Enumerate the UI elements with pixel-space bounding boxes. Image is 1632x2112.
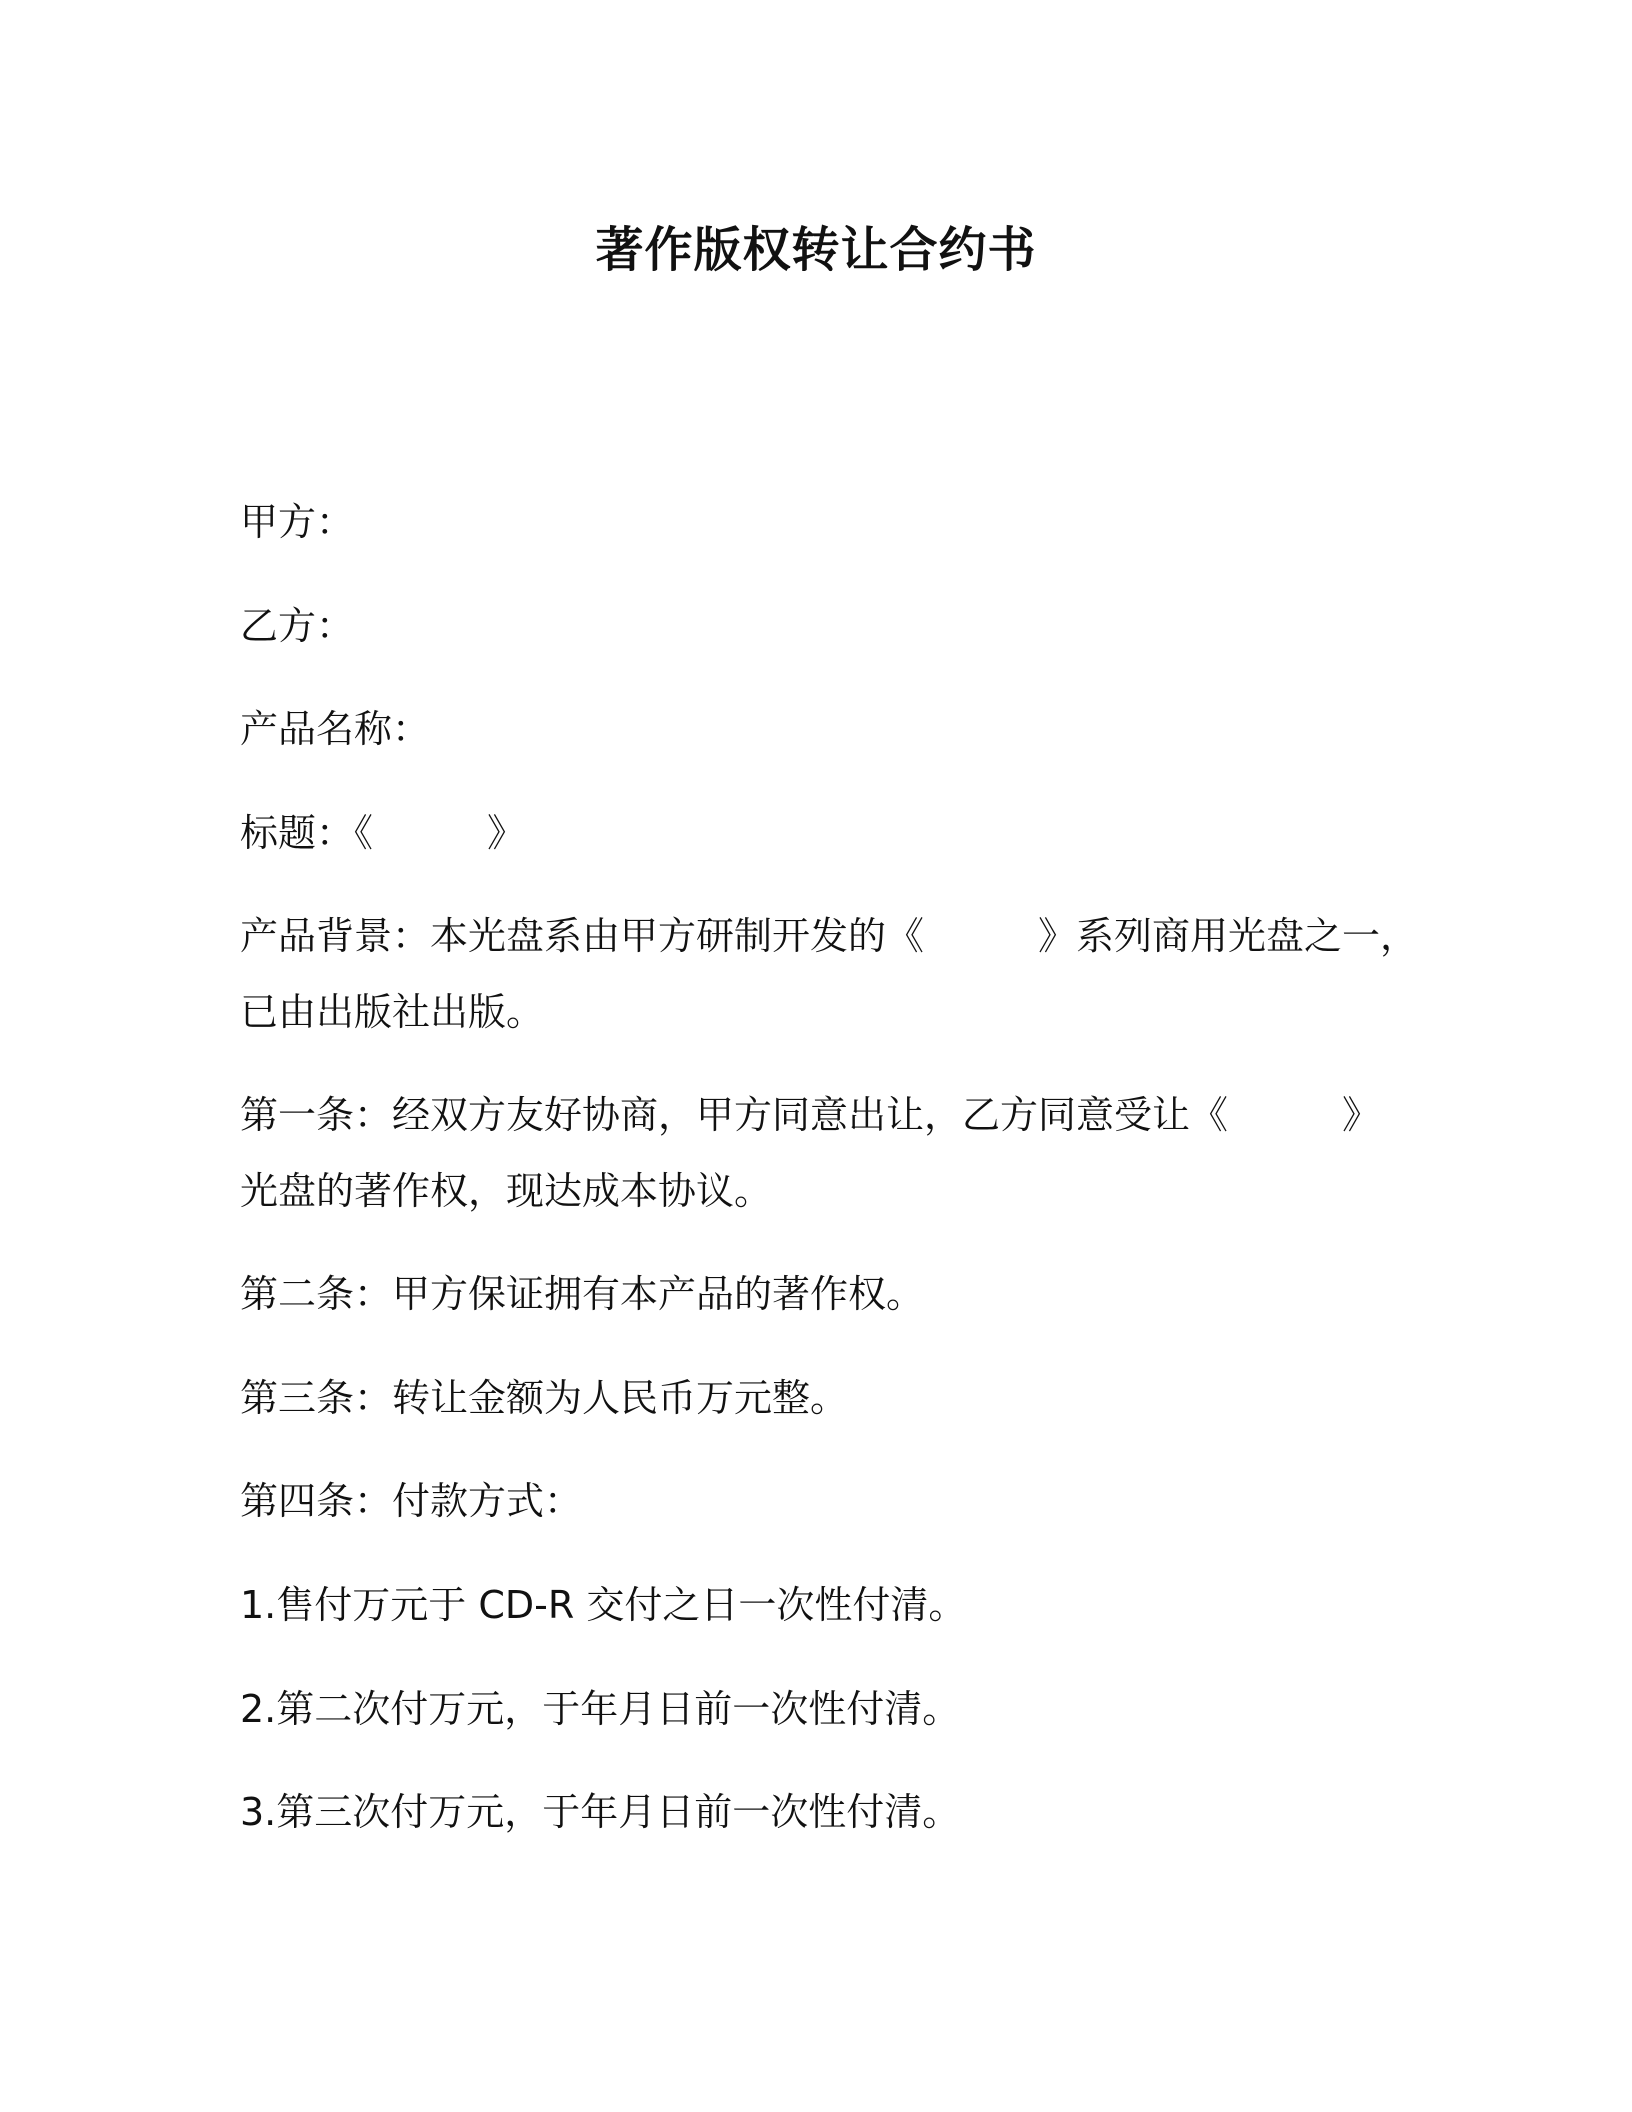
party-a-line: 甲方： bbox=[240, 500, 355, 544]
background-line-1: 产品背景：本光盘系由甲方研制开发的《 》系列商用光盘之一， bbox=[240, 914, 1419, 958]
article-1-line-1: 第一条：经双方友好协商，甲方同意出让，乙方同意受让《 》 bbox=[240, 1093, 1381, 1137]
article-3-line: 第三条：转让金额为人民币万元整。 bbox=[240, 1376, 849, 1420]
payment-item-3: 3.第三次付万元，于年月日前一次性付清。 bbox=[240, 1790, 961, 1834]
title-line: 标题：《 》 bbox=[240, 811, 526, 855]
article-4-line: 第四条：付款方式： bbox=[240, 1479, 583, 1523]
article-2-line: 第二条：甲方保证拥有本产品的著作权。 bbox=[240, 1272, 925, 1316]
payment-item-1: 1.售付万元于 CD-R 交付之日一次性付清。 bbox=[240, 1583, 967, 1627]
background-line-2: 已由出版社出版。 bbox=[240, 990, 545, 1034]
product-name-line: 产品名称： bbox=[240, 707, 431, 751]
document-title: 著作版权转让合约书 bbox=[595, 222, 1037, 278]
payment-item-2: 2.第二次付万元，于年月日前一次性付清。 bbox=[240, 1687, 961, 1731]
article-1-line-2: 光盘的著作权，现达成本协议。 bbox=[240, 1169, 773, 1213]
party-b-line: 乙方： bbox=[240, 604, 355, 648]
